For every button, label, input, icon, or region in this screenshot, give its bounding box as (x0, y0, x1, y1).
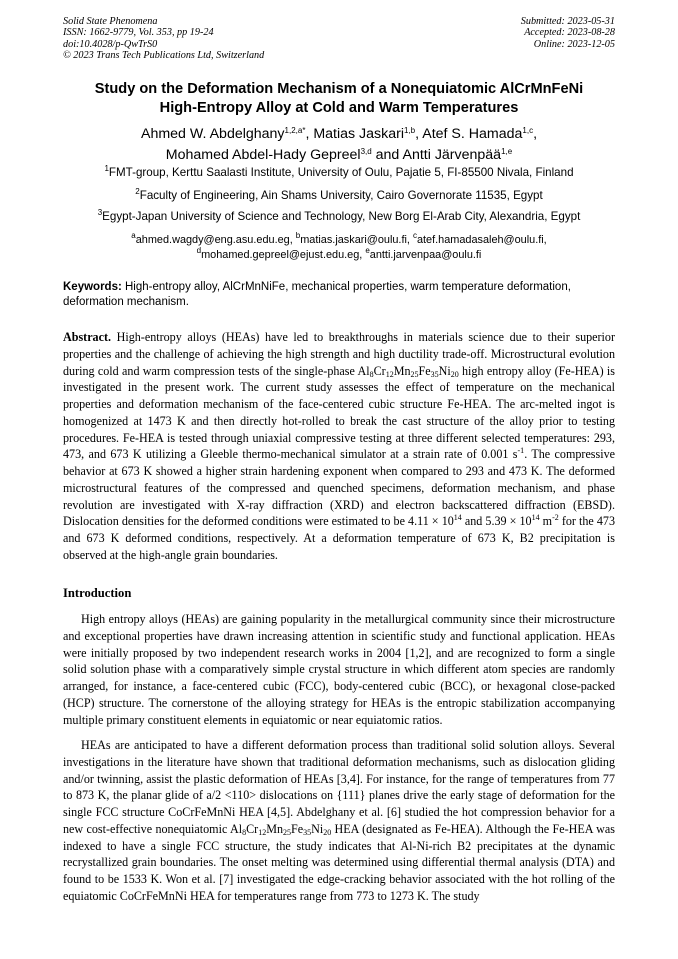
author-separator: and (371, 147, 403, 163)
keywords-label: Keywords: (63, 281, 122, 293)
affiliation-2 (40, 189, 638, 203)
exponent: -2 (552, 513, 559, 523)
email-sup: c (412, 231, 417, 240)
abstract-text: and 5.39 × 10 (461, 514, 532, 529)
alloy-formula (358, 364, 459, 378)
title-line-2: High-Entropy Alloy at Cold and Warm Temperatures (159, 100, 519, 116)
alloy-formula (230, 822, 331, 836)
author-name: Mohamed Abdel-Hady Gepreel (165, 147, 361, 163)
author-affil-sup: 1,2,a* (284, 126, 306, 135)
date-submitted: Submitted: 2023-05-31 (520, 16, 615, 27)
intro-paragraph-2 (63, 737, 615, 905)
author-separator: , (305, 126, 314, 142)
element: Mn (266, 821, 284, 836)
affiliation-3 (40, 210, 638, 224)
paper-title (50, 80, 628, 118)
paragraph-text: HEA (designated as Fe-HEA). Although the Fe-HEA was indexed to have a single FCC structure, the study indicates that Al-Ni-rich B2 precipitates at the dynamic recrystallized grain boundaries. The onset melting was determined using differential thermal analysis (DTA) and found to be 1533 K. Won et al. [7] investigated the edge-cracking behavior associated with the hot rolling of the equiatomic CoCrFeMnNi HEA for temperatures range from 773 to 1273 K. The study (63, 821, 615, 903)
email-sup: b (295, 231, 301, 240)
author-name: Ahmed W. Abdelghany (140, 126, 285, 142)
element-fraction: 20 (450, 369, 459, 379)
paragraph-text: HEAs are anticipated to have a different deformation process than traditional solid solution alloys. Several investigations in the literature have shown that traditional deformation mechanisms, such as dislocation gliding and/or twinning, assist the plastic deformation of HEAs [3,4]. For instance, for the range of temperatures from 77 to 873 K, the planar glide of a/2 <110> dislocations on {111} planes drive the early stage of deformation for the single FCC structure CoCrFeMnNi HEA [4,5]. Abdelghany et al. [6] studied the hot compression behavior for a new cost-effective nonequiatomic (63, 738, 615, 836)
date-accepted: Accepted: 2023-08-28 (524, 27, 615, 39)
element: Cr (246, 821, 259, 836)
element: Fe (418, 363, 431, 378)
abstract-text: high entropy alloy (Fe-HEA) is investigated in the present work. The current study assesses the effect of temperature on the mechanical properties and deformation mechanism of the face-centered cubic structure Fe-HEA. The arc-melted ingot is homogenized at 1473 K and then directly hot-rolled to break the cast structure of the alloy prior to testing procedures. Fe-HEA is tested through uniaxial compressive testing at three different selected temperatures: 293, 473, and 673 K utilizing a Gleeble thermo-mechanical simulator at a strain rate of 0.001 s (63, 363, 615, 462)
element-fraction: 8 (242, 827, 247, 837)
element: Fe (291, 821, 304, 836)
element-fraction: 35 (430, 369, 439, 379)
element: Al (357, 363, 370, 378)
abstract-text: High-entropy alloys (HEAs) have led to breakthroughs in materials science due to their superior properties and the challenge of achieving the high strength and high ductility trade-off. Microstructural evolution during cold and warm compression tests of the single-phase (63, 330, 615, 378)
email-link[interactable]: matias.jaskari@oulu.fi, (300, 234, 413, 246)
author-affil-sup: 3,d (360, 147, 372, 156)
abstract (63, 329, 615, 564)
element: Cr (373, 363, 386, 378)
journal-copyright: © 2023 Trans Tech Publications Ltd, Switzerland (63, 49, 265, 61)
email-sup: d (196, 246, 202, 255)
keywords-text: High-entropy alloy, AlCrMnNiFe, mechanical properties, warm temperature deformation, deformation mechanism. (63, 281, 571, 308)
email-link[interactable]: antti.jarvenpaa@oulu.fi (369, 249, 482, 261)
affiliation-sup: 2 (135, 187, 140, 196)
section-heading-introduction: Introduction (63, 586, 132, 600)
email-link[interactable]: mohamed.gepreel@ejust.edu.eg, (201, 249, 366, 261)
author-affil-sup: 1,b (404, 126, 416, 135)
journal-doi[interactable]: doi:10.4028/p-QwTrS0 (63, 38, 158, 50)
affiliation-sup: 3 (97, 208, 103, 217)
email-link[interactable]: ahmed.wagdy@eng.asu.edu.eg, (135, 234, 296, 246)
email-link[interactable]: atef.hamadasaleh@oulu.fi, (416, 234, 547, 246)
author-name: Atef S. Hamada (422, 126, 523, 142)
abstract-text: . The compressive behavior at 673 K showed a higher strain hardening exponent when compared to 293 and 473 K. The deformed microstructural features of the compressed and quenched specimens, deformation mechanism, and phase revolution are investigated with X-ray diffraction (XRD) and electron backscattered diffraction (EBSD). Dislocation densities for the deformed conditions were estimated to be 4.11 × 10 (63, 447, 615, 529)
abstract-text: m (539, 514, 553, 529)
author-name: Matias Jaskari (313, 126, 404, 142)
title-line-1: Study on the Deformation Mechanism of a Nonequiatomic AlCrMnFeNi (94, 81, 584, 97)
affiliation-text: Faculty of Engineering, Ain Shams University, Cairo Governorate 11535, Egypt (139, 189, 543, 202)
exponent: -1 (517, 446, 525, 456)
element: Al (230, 821, 243, 836)
journal-name: Solid State Phenomena (63, 16, 158, 27)
element-fraction: 20 (323, 827, 332, 837)
element-fraction: 12 (385, 369, 394, 379)
intro-paragraph-1: High entropy alloys (HEAs) are gaining popularity in the metallurgical community since their microstructure and exceptional properties have drawn increasing attention in scientific study and functional application. HEAs were initially proposed by two independent research works in 2004 [1,2], and are recognized to form a single solid solution phase with a comparatively simple crystal structure in which different atom species are randomly arranged, for instance, a face-centered cubic (FCC), body-centered cubic (BCC), or hexagonal close-packed (HCP) structure. The cornerstone of the alloying strategy for HEAs is the entropic stabilization accompanying multiple primary constituent elements in equiatomic or near equiatomic ratios. (63, 612, 615, 727)
author-list (40, 124, 638, 166)
journal-issn: ISSN: 1662-9779, Vol. 353, pp 19-24 (63, 27, 214, 39)
date-online: Online: 2023-12-05 (533, 38, 615, 50)
affiliation-text: Egypt-Japan University of Science and Technology, New Borg El-Arab City, Alexandria, Egypt (102, 210, 581, 223)
submission-dates (521, 16, 615, 50)
affiliation-text: FMT-group, Kerttu Saalasti Institute, University of Oulu, Pajatie 5, FI-85500 Nivala, Finland (108, 166, 574, 179)
element-fraction: 35 (303, 827, 312, 837)
keywords (63, 280, 616, 310)
affiliation-sup: 1 (104, 164, 109, 173)
element: Ni (438, 363, 451, 378)
email-sup: e (365, 246, 370, 255)
element-fraction: 25 (410, 369, 419, 379)
element-fraction: 8 (369, 369, 374, 379)
abstract-label: Abstract. (63, 330, 112, 344)
author-affil-sup: 1,e (501, 147, 513, 156)
exponent: 14 (453, 513, 462, 523)
author-affil-sup: 1,c (522, 126, 534, 135)
author-separator: , (533, 126, 538, 142)
element: Mn (393, 363, 411, 378)
author-emails (40, 233, 638, 263)
affiliation-1 (40, 166, 638, 180)
element-fraction: 12 (258, 827, 267, 837)
author-name: Antti Järvenpää (402, 147, 502, 163)
element-fraction: 25 (283, 827, 292, 837)
exponent: 14 (531, 513, 540, 523)
element: Ni (311, 821, 324, 836)
author-separator: , (415, 126, 423, 142)
abstract-text: for the 473 and 673 K deformed conditions, respectively. At a deformation temperature of 673 K, B2 precipitation is observed at the high-angle grain boundaries. (63, 514, 615, 562)
email-sup: a (131, 231, 136, 240)
journal-info (63, 16, 264, 61)
